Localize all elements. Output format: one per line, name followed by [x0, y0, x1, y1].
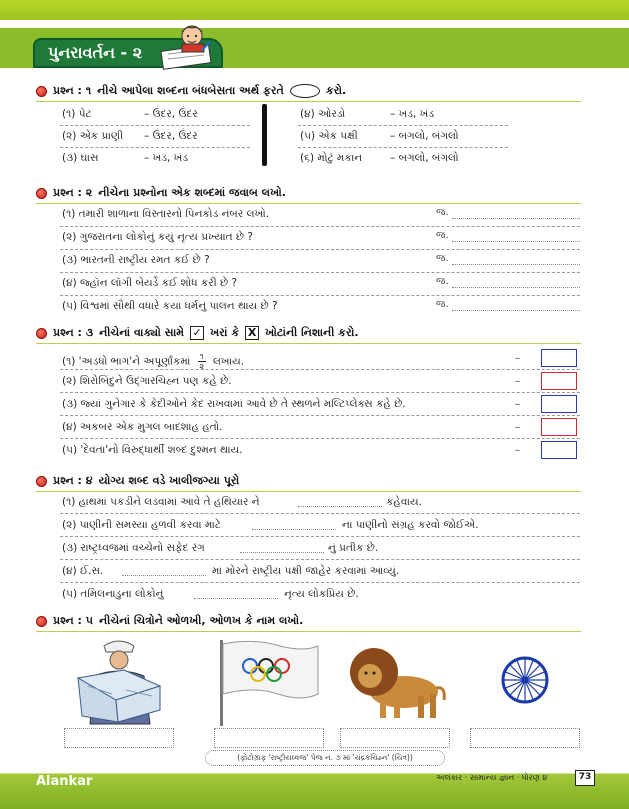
row-divider	[60, 559, 580, 560]
q2-question-5: (૫) વિશ્વમાં સૌથી વધારે કયા ધર્મનું પાલન થાય છે ?	[62, 300, 278, 312]
q4-text: યોગ્ય શબ્દ વડે ખાલીજગ્યા પૂરો	[98, 474, 240, 487]
row-divider	[60, 513, 580, 514]
q2-heading	[36, 186, 286, 200]
dash: –	[515, 399, 520, 410]
q1-text-before: નીચે આપેલા શબ્દના બંધબેસતા અર્થ ફરતે	[97, 84, 284, 97]
q2-answer-1[interactable]	[452, 218, 580, 219]
page-title: પુનરાવર્તન - ૨	[48, 43, 143, 62]
row-divider	[60, 147, 250, 148]
q1-row-1: (૧) પેટ	[62, 108, 92, 120]
engineer-with-map-image	[64, 636, 174, 726]
brand-logo: Alankar	[36, 774, 93, 789]
q1-row-5-options[interactable]: – બગલો, બંગલો	[390, 130, 459, 142]
bullet-icon	[36, 86, 47, 97]
row-divider	[60, 392, 580, 393]
q1-row-1-options[interactable]: – ઉંદર, ઉંદર	[144, 108, 198, 120]
divider	[36, 491, 581, 492]
dash: –	[515, 422, 520, 433]
answer-prefix: જ.	[436, 230, 449, 241]
q4-sentence-2-end: ના પાણીનો સંગ્રહ કરવો જોઈએ.	[342, 519, 479, 531]
q2-text: નીચેના પ્રશ્નોના એક શબ્દમાં જવાબ લખો.	[98, 186, 286, 199]
row-divider	[60, 536, 580, 537]
q2-answer-5[interactable]	[452, 310, 580, 311]
q3-label: પ્રશ્ન : ૩	[53, 326, 94, 339]
row-divider	[60, 369, 580, 370]
q1-row-4-options[interactable]: – ખડ, ખંડ	[390, 108, 435, 120]
q4-blank-5[interactable]	[194, 598, 278, 599]
q4-sentence-3-end: નું પ્રતીક છે.	[328, 542, 379, 554]
q3-text-middle: ખરાં કે	[210, 326, 240, 339]
checkmark-box-icon: ✓	[190, 326, 204, 340]
q3-heading	[36, 326, 359, 340]
dash: –	[515, 353, 520, 364]
q4-sentence-2: (૨) પાણીની સમસ્યા હળવી કરવા માટે	[62, 519, 221, 531]
row-divider	[60, 226, 580, 227]
q3-statement-1: (૧) 'અડધો ભાગ'ને અપૂર્ણાંકમાં $\frac{૧}{૨}$ લખાય.	[62, 352, 245, 371]
q1-row-3-options[interactable]: – ખડ, ખંડ	[144, 152, 189, 164]
q5-answer-box-3[interactable]	[340, 728, 450, 748]
divider	[36, 343, 581, 344]
q2-question-1: (૧) તમારી શાળાના વિસ્તારનો પિનકોડ નંબર લખો.	[62, 208, 270, 220]
book-info: અલંકાર · સામાન્ય જ્ઞાન · ધોરણ ૪	[436, 773, 548, 782]
q4-heading	[36, 474, 239, 488]
q2-answer-3[interactable]	[452, 264, 580, 265]
q3-answer-box-3[interactable]	[541, 395, 577, 413]
row-divider	[60, 249, 580, 250]
q3-statement-5: (૫) 'દેવતા'નો વિરુદ્ધાર્થી શબ્દ દુશ્મન થાય.	[62, 444, 243, 456]
q3-answer-box-2[interactable]	[541, 372, 577, 390]
q4-blank-4[interactable]	[122, 575, 206, 576]
q1-row-2-options[interactable]: – ઉંદર, ઉંદર	[144, 130, 198, 142]
q5-heading	[36, 614, 303, 628]
q2-question-2: (૨) ગુજરાતના લોકોનું કયું નૃત્ય પ્રખ્યાત છે ?	[62, 231, 253, 243]
divider	[36, 631, 581, 632]
q1-row-6: (૬) મોટું મકાન	[300, 152, 363, 164]
q1-row-2: (૨) એક પ્રાણી	[62, 130, 124, 142]
image-credit: (ફોટોગ્રાફ 'રાષ્ટ્રીયધ્વજ' પેજ નં. ૭ માં 'ચંદ્રકચિહ્ન' (ચિત્ર))	[205, 750, 445, 766]
q4-blank-1[interactable]	[298, 506, 382, 507]
q3-text-after: ખોટાંની નિશાની કરો.	[265, 326, 359, 339]
q1-row-6-options[interactable]: – બગલો, બંગલો	[390, 152, 459, 164]
bullet-icon	[36, 476, 47, 487]
q3-answer-box-5[interactable]	[541, 441, 577, 459]
q1-heading	[36, 84, 346, 98]
q2-question-4: (૪) જ્હૉન લૉગી બેયર્ડે કઈ શોધ કરી છે ?	[62, 277, 238, 289]
q4-blank-3[interactable]	[240, 552, 324, 553]
q5-answer-box-2[interactable]	[214, 728, 324, 748]
top-band	[0, 0, 629, 20]
title-banner	[0, 28, 629, 70]
q4-sentence-4-end: માં મોરને રાષ્ટ્રીય પક્ષી જાહેર કરવામાં આવ્યું.	[212, 565, 400, 577]
q4-sentence-3: (૩) રાષ્ટ્રધ્વજમાં વચ્ચેનો સફેદ રંગ	[62, 542, 205, 554]
q1-label: પ્રશ્ન : ૧	[53, 84, 92, 97]
q3-statement-4: (૪) અકબર એક મુગલ બાદશાહ હતો.	[62, 421, 223, 433]
writing-child-icon	[158, 22, 218, 70]
q1-row-4: (૪) ઓરડો	[300, 108, 346, 120]
q4-blank-2[interactable]	[252, 529, 336, 530]
bullet-icon	[36, 616, 47, 627]
q4-sentence-1: (૧) હાથમાં પકડીને લડવામાં આવે તે હથિયાર ને	[62, 496, 260, 508]
bullet-icon	[36, 328, 47, 339]
row-divider	[60, 272, 580, 273]
row-divider	[60, 125, 250, 126]
divider	[36, 101, 581, 102]
q2-answer-2[interactable]	[452, 241, 580, 242]
q4-sentence-4: (૪) ઈ.સ.	[62, 565, 104, 577]
oval-icon	[290, 84, 320, 98]
q5-text: નીચેનાં ચિત્રોને ઓળખી, ઓળખ કે નામ લખો.	[98, 614, 304, 627]
q4-sentence-5: (૫) તમિલનાડુના લોકોનું	[62, 588, 164, 600]
row-divider	[60, 415, 580, 416]
q2-answer-4[interactable]	[452, 287, 580, 288]
q4-label: પ્રશ્ન : ૪	[53, 474, 93, 487]
cross-box-icon: X	[245, 326, 259, 340]
page-number: 73	[575, 770, 595, 786]
q2-question-3: (૩) ભારતની રાષ્ટ્રીય રમત કઈ છે ?	[62, 254, 210, 266]
q2-label: પ્રશ્ન : ૨	[53, 186, 93, 199]
row-divider	[298, 125, 508, 126]
row-divider	[60, 582, 580, 583]
lion-image	[340, 636, 450, 726]
dash: –	[515, 445, 520, 456]
answer-prefix: જ.	[436, 207, 449, 218]
q5-answer-box-4[interactable]	[470, 728, 580, 748]
q3-answer-box-4[interactable]	[541, 418, 577, 436]
answer-prefix: જ.	[436, 253, 449, 264]
row-divider	[60, 295, 580, 296]
bullet-icon	[36, 188, 47, 199]
answer-prefix: જ.	[436, 299, 449, 310]
ashoka-chakra-image	[470, 636, 580, 726]
q3-answer-box-1[interactable]	[541, 349, 577, 367]
q3-statement-2: (૨) શિરોબિંદુને ઉદ્ગારચિહ્ન પણ કહે છે.	[62, 375, 232, 387]
row-divider	[298, 147, 508, 148]
q1-row-5: (૫) એક પક્ષી	[300, 130, 358, 142]
q3-statement-3: (૩) જ્યાં ગુનેગાર કે કેદીઓને કેદ રાખવામાં આવે છે તે સ્થળને મલ્ટિપ્લેક્સ કહે છે.	[62, 398, 406, 410]
q1-text-after: કરો.	[325, 84, 347, 97]
q3-text-before: નીચેનાં વાક્યો સામે	[99, 326, 185, 339]
olympic-flag-image	[214, 636, 324, 726]
divider	[36, 203, 581, 204]
answer-prefix: જ.	[436, 276, 449, 287]
fraction-one-half: $\frac{૧}{૨}$	[199, 352, 205, 371]
dash: –	[515, 376, 520, 387]
q1-row-3: (૩) ઘાસ	[62, 152, 99, 164]
q4-sentence-1-end: કહેવાય.	[386, 496, 422, 508]
column-separator	[262, 104, 267, 166]
q5-answer-box-1[interactable]	[64, 728, 174, 748]
q5-label: પ્રશ્ન : ૫	[53, 614, 93, 627]
row-divider	[60, 438, 580, 439]
q4-sentence-5-end: નૃત્ય લોકપ્રિય છે.	[284, 588, 359, 600]
